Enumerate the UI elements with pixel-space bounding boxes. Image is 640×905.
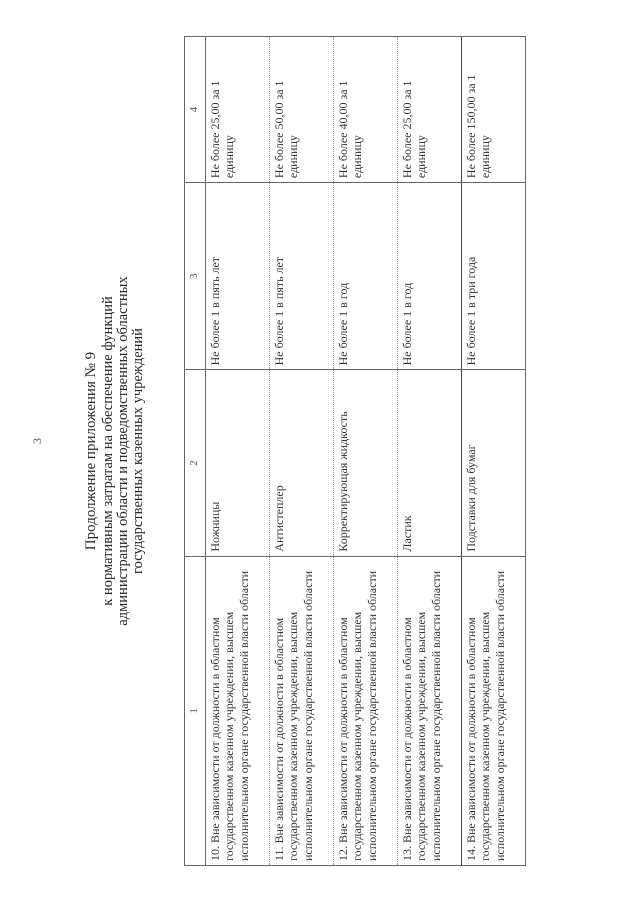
position-cell: 14. Вне зависимости от должности в областном государственном казенном учреждении, высшем исполнительном органе государственной власти области: [462, 556, 526, 865]
price-cell: Не более 40,00 за 1 единицу: [334, 37, 398, 183]
appendix-heading: [84, 36, 180, 866]
heading-line-2: к нормативным затратам на обеспечение функций: [100, 296, 116, 606]
heading-line-1: Продолжение приложения № 9: [83, 351, 99, 551]
position-cell: 11. Вне зависимости от должности в областном государственном казенном учреждении, высшем исполнительном органе государственной власти области: [270, 556, 334, 865]
table-row: [398, 37, 462, 866]
item-cell: Подставки для бумаг: [462, 370, 526, 556]
column-number-4: 4: [185, 37, 206, 183]
quantity-cell: Не более 1 в год: [334, 183, 398, 370]
price-cell: Не более 25,00 за 1 единицу: [398, 37, 462, 183]
table-row: [270, 37, 334, 866]
table-row: [206, 37, 270, 866]
norms-table: [184, 36, 526, 866]
price-cell: Не более 25,00 за 1 единицу: [206, 37, 270, 183]
table-row: [462, 37, 526, 866]
table-header-row: [185, 37, 206, 866]
rotated-page-content: [84, 36, 544, 866]
price-cell: Не более 150,00 за 1 единицу: [462, 37, 526, 183]
position-cell: 10. Вне зависимости от должности в областном государственном казенном учреждении, высшем исполнительном органе государственной власти области: [206, 556, 270, 865]
column-number-3: 3: [185, 183, 206, 370]
page-number: 3: [30, 438, 44, 444]
quantity-cell: Не более 1 в пять лет: [270, 183, 334, 370]
price-cell: Не более 50,00 за 1 единицу: [270, 37, 334, 183]
quantity-cell: Не более 1 в пять лет: [206, 183, 270, 370]
quantity-cell: Не более 1 в год: [398, 183, 462, 370]
item-cell: Ножницы: [206, 370, 270, 556]
item-cell: Антистеплер: [270, 370, 334, 556]
heading-line-3: администрации области и подведомственных областных: [115, 276, 131, 626]
position-cell: 13. Вне зависимости от должности в областном государственном казенном учреждении, высшем исполнительном органе государственной власти области: [398, 556, 462, 865]
position-cell: 12. Вне зависимости от должности в областном государственном казенном учреждении, высшем исполнительном органе государственной власти области: [334, 556, 398, 865]
column-number-2: 2: [185, 370, 206, 556]
quantity-cell: Не более 1 в три года: [462, 183, 526, 370]
item-cell: Корректирующая жидкость: [334, 370, 398, 556]
column-number-1: 1: [185, 556, 206, 865]
item-cell: Ластик: [398, 370, 462, 556]
table-row: [334, 37, 398, 866]
heading-line-4: государственных казенных учреждений: [130, 328, 146, 574]
